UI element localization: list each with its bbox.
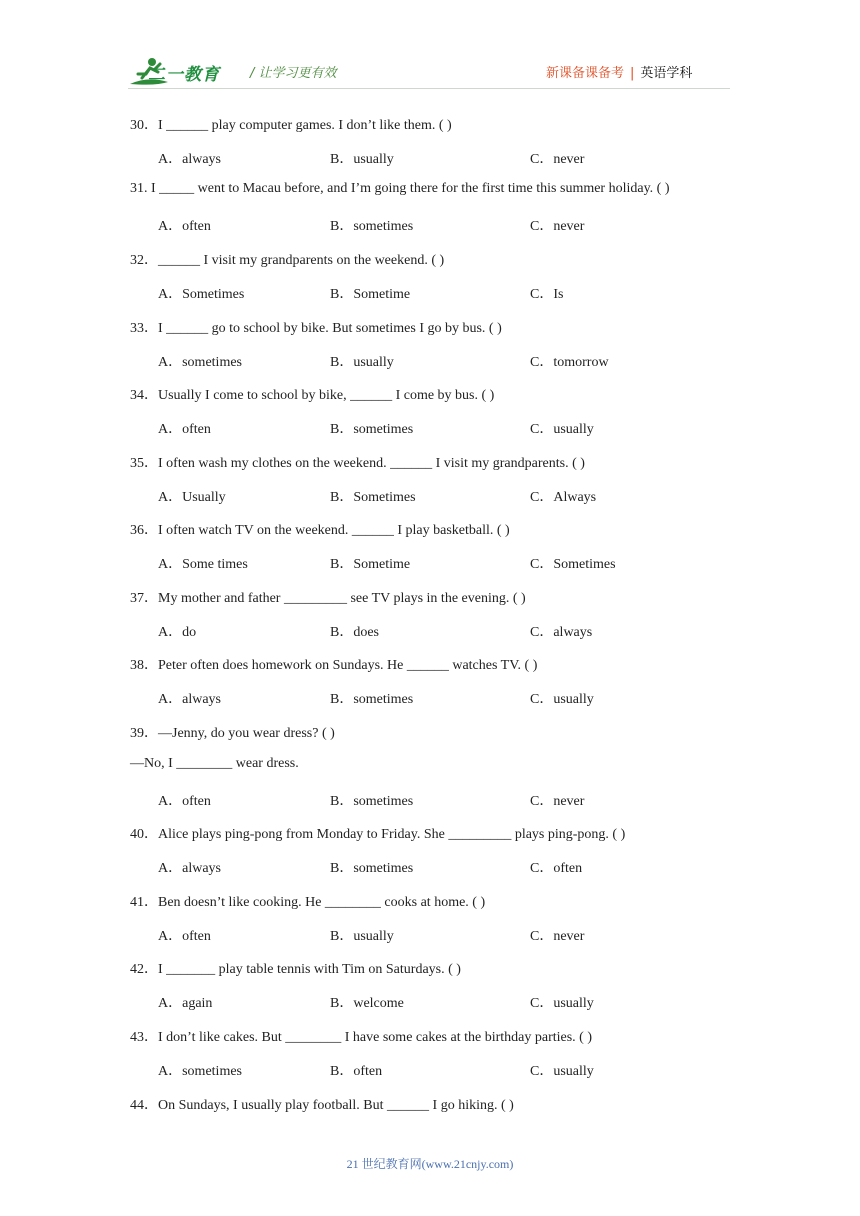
- question-text: 31. I _____ went to Macau before, and I’m going there for the first time this summer holiday. ( ): [130, 181, 670, 196]
- option-c: C．never: [530, 219, 585, 234]
- option-b: B．welcome: [330, 996, 404, 1011]
- option-c: C．usually: [530, 1064, 594, 1079]
- option-b: B．Sometime: [330, 287, 411, 302]
- option-c: C．often: [530, 861, 583, 876]
- option-a: A．often: [158, 219, 211, 234]
- question-text: 34．Usually I come to school by bike, ______ I come by bus. ( ): [130, 388, 495, 403]
- option-b: B．sometimes: [330, 861, 414, 876]
- option-b: B．does: [330, 625, 379, 640]
- option-b: B．usually: [330, 355, 394, 370]
- question-text: 39．—Jenny, do you wear dress? ( ): [130, 726, 335, 741]
- question-text: 40．Alice plays ping-pong from Monday to Friday. She _________ plays ping-pong. ( ): [130, 827, 626, 842]
- option-b: B．sometimes: [330, 422, 414, 437]
- option-b: B．usually: [330, 152, 394, 167]
- option-b: B．usually: [330, 929, 394, 944]
- question-text: 30．I ______ play computer games. I don’t like them. ( ): [130, 118, 452, 133]
- option-c: C．Sometimes: [530, 557, 616, 572]
- question-text: 33．I ______ go to school by bike. But sometimes I go by bus. ( ): [130, 321, 502, 336]
- header-divider: [128, 88, 730, 89]
- option-a: A．always: [158, 692, 221, 707]
- option-c: C．usually: [530, 692, 594, 707]
- option-c: C．never: [530, 152, 585, 167]
- question-text: 41．Ben doesn’t like cooking. He ________ cooks at home. ( ): [130, 895, 486, 910]
- header-subject-label: 英语学科: [640, 66, 693, 81]
- option-c: C．Is: [530, 287, 564, 302]
- option-a: A．Some times: [158, 557, 248, 572]
- option-a: A．sometimes: [158, 1064, 242, 1079]
- question-response-line: —No, I ________ wear dress.: [130, 756, 299, 771]
- option-a: A．always: [158, 152, 221, 167]
- question-text: 38．Peter often does homework on Sundays. He ______ watches TV. ( ): [130, 658, 538, 673]
- slogan: / 让学习更有效: [250, 66, 337, 81]
- question-text: 42．I _______ play table tennis with Tim on Saturdays. ( ): [130, 962, 461, 977]
- question-text: 43．I don’t like cakes. But ________ I have some cakes at the birthday parties. ( ): [130, 1030, 593, 1045]
- header-right: [546, 62, 692, 81]
- question-text: 36．I often watch TV on the weekend. ______ I play basketball. ( ): [130, 523, 510, 538]
- option-b: B．Sometime: [330, 557, 411, 572]
- option-c: C．always: [530, 625, 593, 640]
- option-c: C．usually: [530, 422, 594, 437]
- logo-text: 二一教育: [148, 65, 220, 85]
- option-a: A．do: [158, 625, 197, 640]
- page-header: [0, 0, 860, 100]
- option-c: C．Always: [530, 490, 597, 505]
- option-b: B．sometimes: [330, 692, 414, 707]
- question-text: 35．I often wash my clothes on the weekend. ______ I visit my grandparents. ( ): [130, 456, 585, 471]
- option-a: A．always: [158, 861, 221, 876]
- option-a: A．Usually: [158, 490, 226, 505]
- question-text: 44．On Sundays, I usually play football. But ______ I go hiking. ( ): [130, 1098, 514, 1113]
- option-b: B．sometimes: [330, 219, 414, 234]
- question-text: 32．______ I visit my grandparents on the weekend. ( ): [130, 253, 445, 268]
- option-a: A．Sometimes: [158, 287, 245, 302]
- page-footer: 21 世纪教育网(www.21cnjy.com): [346, 1157, 514, 1171]
- option-b: B．often: [330, 1064, 383, 1079]
- option-a: A．often: [158, 794, 211, 809]
- option-b: B．Sometimes: [330, 490, 416, 505]
- option-b: B．sometimes: [330, 794, 414, 809]
- option-c: C．tomorrow: [530, 355, 609, 370]
- option-c: C．never: [530, 794, 585, 809]
- option-a: A．often: [158, 422, 211, 437]
- option-a: A．again: [158, 996, 213, 1011]
- header-course-label: 新课备课备考: [546, 66, 625, 81]
- header-separator: |: [630, 66, 635, 81]
- option-c: C．never: [530, 929, 585, 944]
- option-c: C．usually: [530, 996, 594, 1011]
- option-a: A．often: [158, 929, 211, 944]
- option-a: A．sometimes: [158, 355, 242, 370]
- question-text: 37．My mother and father _________ see TV plays in the evening. ( ): [130, 591, 526, 606]
